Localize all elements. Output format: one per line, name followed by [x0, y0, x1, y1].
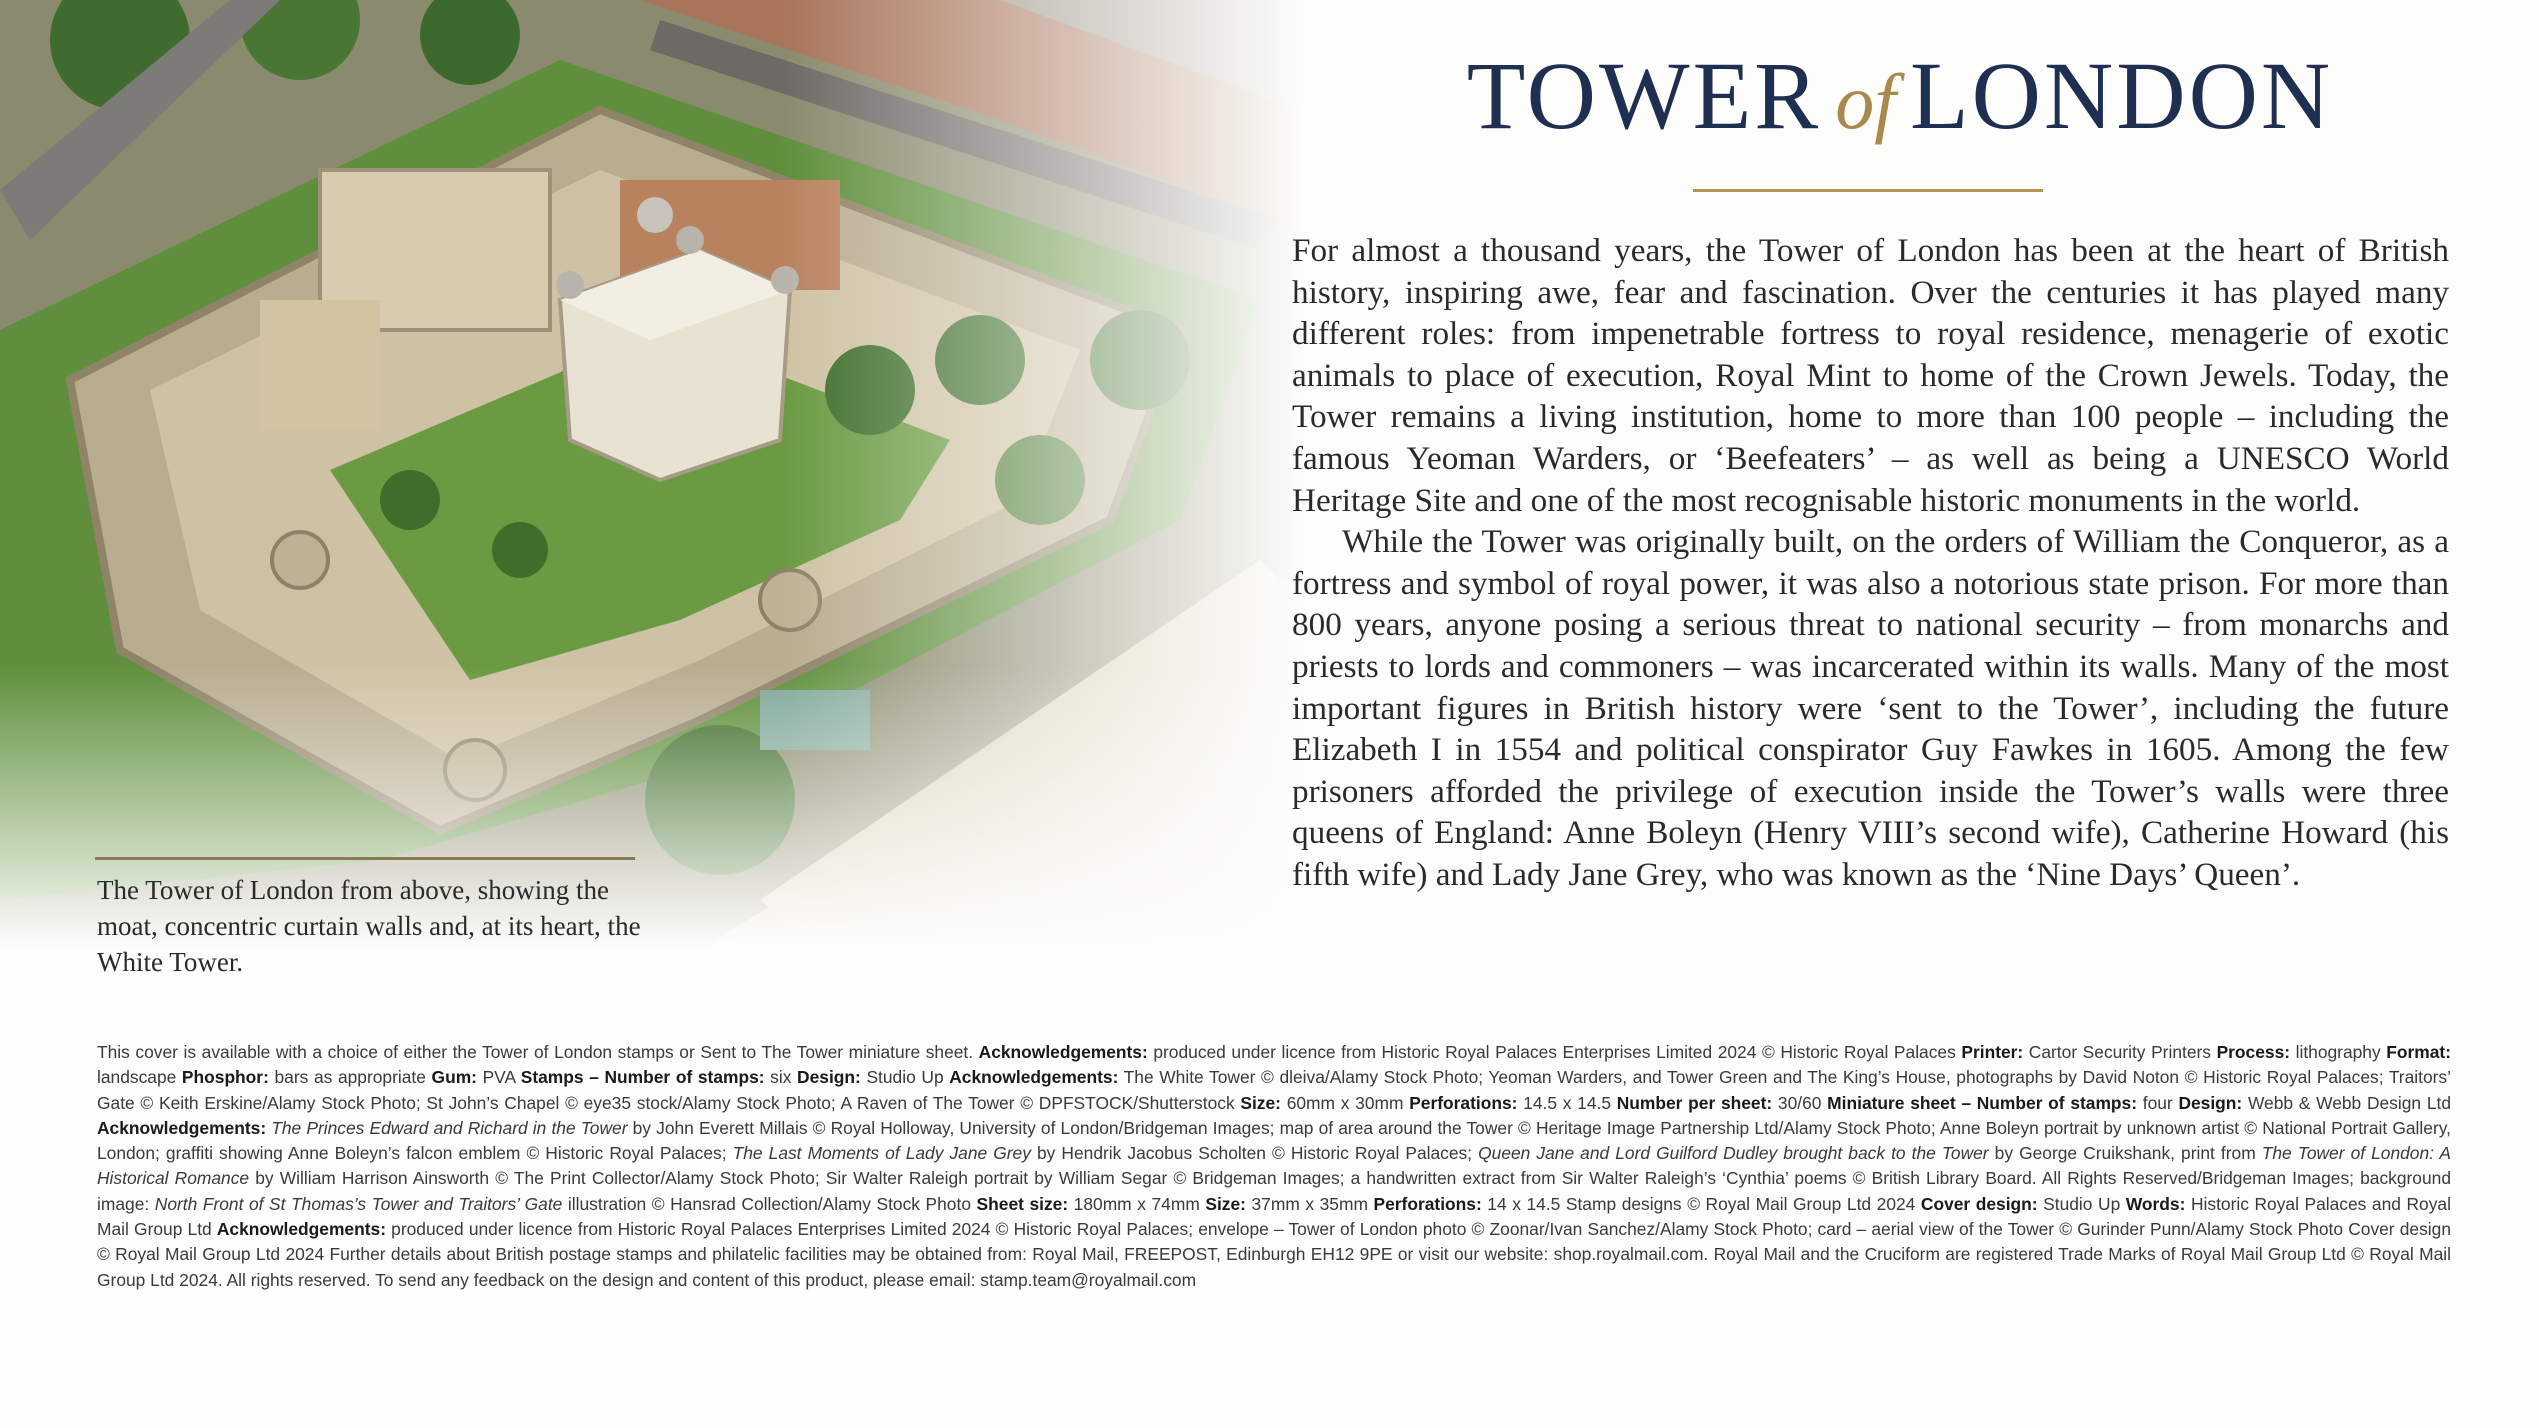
credit-text: 180mm x 74mm — [1068, 1193, 1206, 1214]
credit-text: 14.5 x 14.5 — [1517, 1092, 1617, 1113]
credit-label: Size: — [1240, 1092, 1281, 1113]
credit-label: Number per sheet: — [1616, 1092, 1773, 1113]
body-text — [1292, 230, 2449, 896]
credit-label: Process: — [2216, 1042, 2291, 1062]
credit-text: 14 x 14.5 Stamp designs © Royal Mail Group Ltd 2024 — [1481, 1193, 1921, 1214]
credit-title: The Princes Edward and Richard in the Tower — [271, 1117, 628, 1138]
credit-label: Gum: — [431, 1067, 477, 1088]
credit-label: Stamps – Number of stamps: — [520, 1067, 765, 1088]
credit-text: This cover is available with a choice of either the Tower of London stamps or Sent to The Tower miniature sheet. — [97, 1042, 979, 1062]
credit-title: North Front of St Thomas’s Tower and Traitors’ Gate — [154, 1193, 563, 1214]
credit-label: Format: — [2386, 1042, 2451, 1062]
credit-text: produced under licence from Historic Royal Palaces Enterprises Limited 2024 © Historic Royal Palaces — [1147, 1042, 1962, 1062]
credit-label: Perforations: — [1409, 1092, 1518, 1113]
credit-label: Design: — [797, 1067, 861, 1088]
credit-text: 30/60 — [1772, 1092, 1828, 1113]
credit-text: 37mm x 35mm — [1245, 1193, 1374, 1214]
credit-text: Studio Up — [860, 1067, 950, 1088]
credit-text: by William Harrison Ainsworth © The Print Collector/Alamy Stock Photo; Sir Walter Raleigh portrait by William Segar © Bridgeman Images; a handwritten extract from Sir Walter Raleigh’s ‘Cynthia’ poems © British Library Board. All Rights Reserved/Bridgeman Images; background image: — [97, 1168, 2451, 1214]
credit-label: Acknowledgements: — [216, 1219, 386, 1240]
credit-label: Phosphor: — [181, 1067, 269, 1088]
credit-text: produced under licence from Historic Royal Palaces Enterprises Limited 2024 © Historic Royal Palaces; envelope – Tower of London photo © Zoonar/Ivan Sanchez/Alamy Stock Photo; card – aerial view of the Tower © Gurinder Punn/Alamy Stock Photo Cover design © Royal Mail Group Ltd 2024 Further details about British postage stamps and philatelic facilities may be obtained from: Royal Mail, FREEPOST, Edinburgh EH12 9PE or visit our website: shop.royalmail.com. Royal Mail and the Cruciform are registered Trade Marks of Royal Mail Group Ltd © Royal Mail Group Ltd 2024. All rights reserved. To send any feedback on the design and content of this product, please email: stamp.team@royalmail.com — [97, 1219, 2452, 1290]
credit-text: landscape — [97, 1067, 182, 1088]
credit-label: Cover design: — [1920, 1193, 2038, 1214]
body-paragraph-2: While the Tower was originally built, on the orders of William the Conqueror, as a fortress and symbol of royal power, it was also a notorious state prison. For more than 800 years, anyone posing a serious threat to national security – from monarchs and priests to lords and commoners – was incarcerated within its walls. Many of the most important figures in British history were ‘sent to the Tower’, including the future Elizabeth I in 1554 and political conspirator Guy Fawkes in 1605. Among the few prisoners afforded the privilege of execution inside the Tower’s walls were three queens of England: Anne Boleyn (Henry VIII’s second wife), Catherine Howard (his fifth wife) and Lady Jane Grey, who was known as the ‘Nine Days’ Queen’. — [1292, 523, 2449, 893]
body-paragraph-1: For almost a thousand years, the Tower of London has been at the heart of British history, inspiring awe, fear and fascination. Over the centuries it has played many different roles: from impenetrable fortress to royal residence, menagerie of exotic animals to place of execution, Royal Mint to home of the Crown Jewels. Today, the Tower remains a living institution, home to more than 100 people – including the famous Yeoman Warders, or ‘Beefeaters’ – as well as being a UNESCO World Heritage Site and one of the most recognisable historic monuments in the world. — [1292, 232, 2449, 519]
credit-label: Miniature sheet – Number of stamps: — [1827, 1092, 2138, 1113]
credit-text: PVA — [476, 1067, 521, 1088]
credit-text: by John Everett Millais © Royal Holloway, University of London/Bridgeman Images; map of area around the Tower © Heritage Image Partnership Ltd/Alamy Stock Photo; Anne Boleyn portrait by unknown artist © National Portrait Gallery, London; graffiti showing Anne Boleyn’s falcon emblem © Historic Royal Palaces; — [97, 1117, 2451, 1164]
credit-label: Acknowledgements: — [978, 1042, 1148, 1062]
credit-text: six — [764, 1067, 798, 1088]
caption-divider — [95, 857, 635, 860]
credit-text: bars as appropriate — [268, 1067, 432, 1088]
title-word-london: LONDON — [1909, 42, 2334, 149]
credit-label: Size: — [1205, 1193, 1246, 1214]
credit-label: Acknowledgements: — [97, 1117, 267, 1138]
credit-label: Acknowledgements: — [949, 1067, 1119, 1088]
credit-text: by George Cruikshank, print from — [1988, 1143, 2262, 1164]
credit-text: Webb & Webb Design Ltd — [2242, 1092, 2451, 1113]
credit-text: The White Tower © dleiva/Alamy Stock Photo; Yeoman Warders, and Tower Green and The King’s House, photographs by David Noton © Historic Royal Palaces; Traitors’ Gate © Keith Erskine/Alamy Stock Photo; St John’s Chapel © eye35 stock/Alamy Stock Photo; A Raven of The Tower © DPFSTOCK/Shutterstock — [97, 1067, 2451, 1113]
credit-text: four — [2137, 1092, 2179, 1113]
title-divider — [1693, 189, 2043, 192]
credit-label: Words: — [2125, 1193, 2186, 1214]
credit-text: Studio Up — [2037, 1193, 2126, 1214]
credit-label: Printer: — [1961, 1042, 2024, 1062]
title-word-of: of — [1835, 58, 1896, 145]
credits-text — [97, 1040, 2451, 1293]
credit-title: The Tower of London: A Historical Romance — [97, 1143, 2451, 1189]
credit-text: Cartor Security Printers — [2023, 1042, 2217, 1062]
credit-text: 60mm x 30mm — [1280, 1092, 1410, 1113]
credit-text: illustration © Hansrad Collection/Alamy Stock Photo — [562, 1193, 977, 1214]
tower-aerial-photo — [0, 0, 1420, 950]
credit-label: Design: — [2178, 1092, 2243, 1113]
credit-text: by Hendrik Jacobus Scholten © Historic Royal Palaces; — [1030, 1143, 1479, 1164]
credit-label: Perforations: — [1373, 1193, 1482, 1214]
credit-text: lithography — [2290, 1042, 2387, 1062]
photo-caption: The Tower of London from above, showing the moat, concentric curtain walls and, at its heart, the White Tower. — [97, 875, 641, 977]
credit-text: Historic Royal Palaces and Royal Mail Group Ltd — [97, 1193, 2451, 1240]
page-title — [1330, 42, 2470, 149]
credit-label: Sheet size: — [976, 1193, 1069, 1214]
title-word-tower: TOWER — [1466, 42, 1822, 149]
credit-title: Queen Jane and Lord Guilford Dudley brought back to the Tower — [1478, 1143, 1989, 1164]
credit-title: The Last Moments of Lady Jane Grey — [732, 1143, 1031, 1164]
